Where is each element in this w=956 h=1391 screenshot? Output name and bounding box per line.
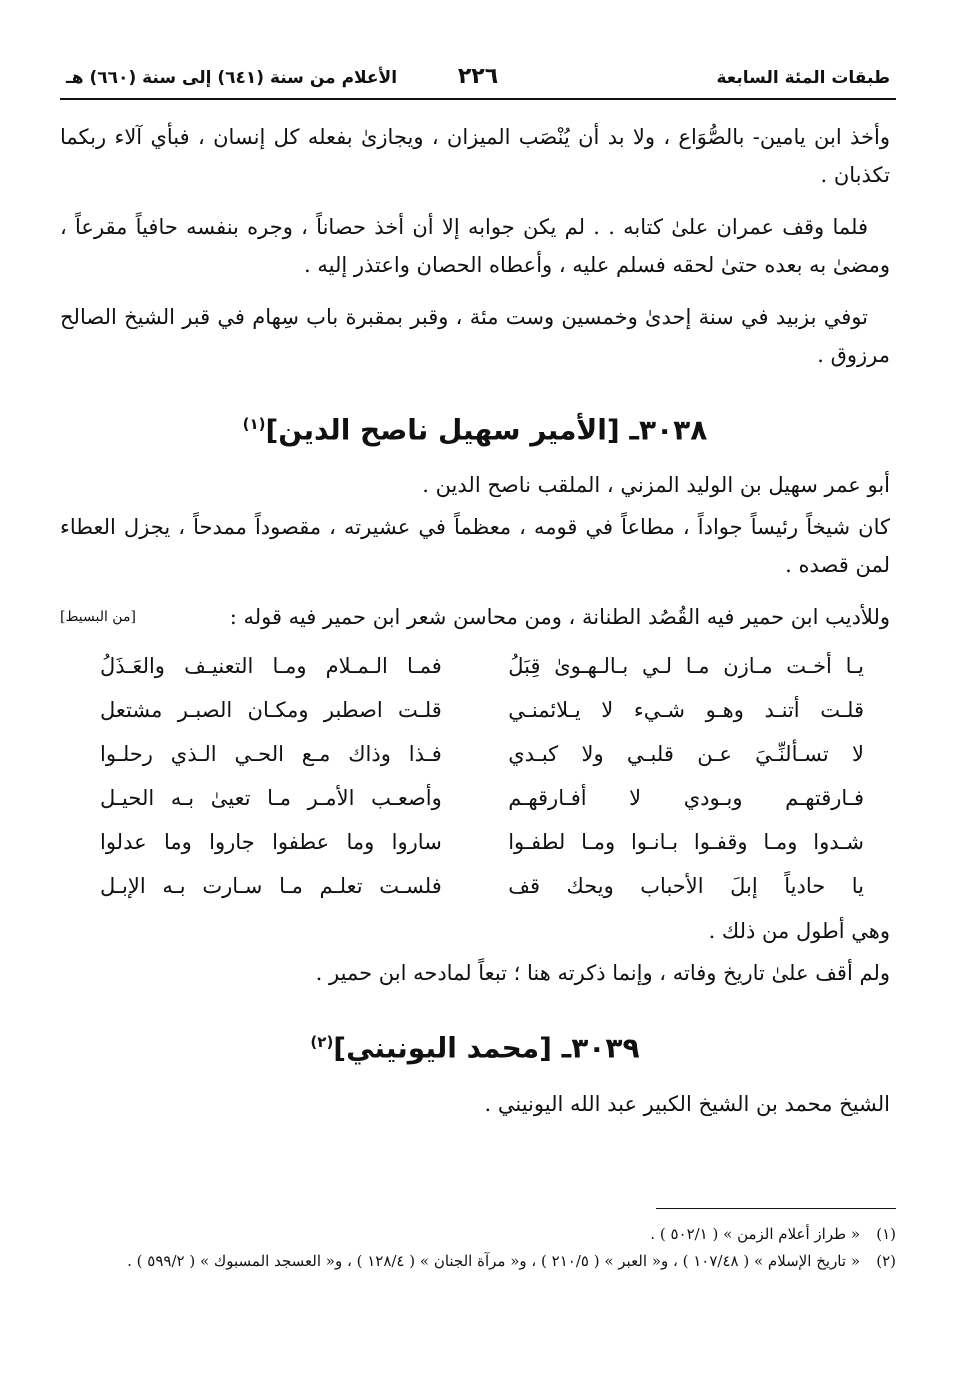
poem-hemistich-second: وأصعـب الأمـر مـا تعيىٰ بـه الحيـل	[100, 786, 442, 811]
poem-meter: [من البسيط]	[60, 609, 136, 626]
poem-hemistich-second: ساروا وما عطفوا جاروا وما عدلوا	[100, 830, 442, 855]
paragraph: توفي بزبيد في سنة إحدىٰ وخمسين وست مئة ، وقبر بمقبرة باب سِهام في قبر الشيخ الصالح مرزوق .	[60, 305, 890, 367]
entry-title-3039	[60, 1020, 890, 1070]
footnote-marker: (٢)	[310, 1033, 334, 1052]
poem-hemistich-second: فمـا الـمـلام ومـا التعنيـف والعَـذَلُ	[100, 654, 442, 679]
paragraph: فلما وقف عمران علىٰ كتابه . . لم يكن جوابه إلا أن أخذ حصاناً ، وجره بنفسه حافياً مقرعاً ، ومضىٰ به بعده حتىٰ لحقه فسلم عليه ، وأعطاه الحصان واعتذر إليه .	[60, 215, 890, 277]
main-text	[60, 118, 890, 1137]
poem-verse	[60, 864, 890, 908]
poem-intro	[60, 598, 890, 636]
poem-verse	[60, 820, 890, 864]
poem-intro-text: وللأديب ابن حمير فيه القُصُد الطنانة ، ومن محاسن شعر ابن حمير فيه قوله :	[229, 605, 890, 630]
running-header	[60, 62, 896, 100]
poem-hemistich-first: شـدوا ومـا وقفـوا بـانـوا ومـا لطفـوا	[508, 830, 864, 855]
poem-hemistich-second: فـذا وذاك مـع الحـي الـذي رحلـوا	[100, 742, 442, 767]
footnote-marker: (١)	[242, 415, 266, 433]
poem-verse	[60, 732, 890, 776]
entry-title-text: ٣٠٣٩ـ [محمد اليونيني]	[333, 1031, 640, 1065]
footnote-number: (٢)	[876, 1252, 896, 1270]
paragraph: أبو عمر سهيل بن الوليد المزني ، الملقب ناصح الدين .	[422, 473, 890, 498]
poem-hemistich-second: فلسـت تعلـم مـا سـارت بـه الإبـل	[100, 874, 442, 899]
footnote	[60, 1221, 896, 1248]
poem-verse	[60, 776, 890, 820]
footnote-text: « تاريخ الإسلام » ( ١٠٧/٤٨ ) ، و« العبر » ( ٢١٠/٥ ) ، و« مرآة الجنان » ( ١٢٨/٤ ) ، و« العسجد المسبوك » ( ٥٩٩/٢ ) .	[127, 1252, 860, 1270]
footnote-text: « طراز أعلام الزمن » ( ٥٠٢/١ ) .	[650, 1225, 860, 1243]
footnote	[60, 1248, 896, 1275]
header-book-title: الأعلام من سنة (٦٤١) إلى سنة (٦٦٠) هـ	[66, 68, 398, 88]
poem	[60, 644, 890, 908]
poem-hemistich-first: فـارقتهـم وبـودي لا أفـارقهـم	[508, 786, 864, 811]
paragraph: وهي أطول من ذلك .	[708, 919, 890, 944]
paragraph: كان شيخاً رئيساً جواداً ، مطاعاً في قومه ، معظماً في عشيرته ، مقصوداً ممدحاً ، يجزل العطاء لمن قصده .	[60, 515, 890, 578]
paragraph: الشيخ محمد بن الشيخ الكبير عبد الله اليونيني .	[484, 1091, 890, 1116]
poem-hemistich-first: لا تسـألنِّـيَ عـن قلبـي ولا كبـدي	[508, 742, 864, 767]
page-number: ٢٢٦	[457, 64, 499, 89]
poem-verse	[60, 644, 890, 688]
poem-hemistich-first: يـا أخـت مـازن مـا لـي بـالـهـوىٰ قِبَلُ	[508, 654, 864, 679]
poem-verse	[60, 688, 890, 732]
footnote-number: (١)	[876, 1225, 896, 1243]
entry-title-3038	[60, 402, 890, 452]
footnotes	[60, 1208, 896, 1275]
header-section-title: طبقات المئة السابعة	[716, 68, 890, 88]
poem-hemistich-second: قلـت اصطبر ومكـان الصبـر مشتعل	[100, 698, 442, 723]
poem-hemistich-first: قلـت أتنـد وهـو شـيء لا يـلائمنـي	[508, 698, 864, 723]
paragraph: وأخذ ابن يامين- بالصُّوَاع ، ولا بد أن يُنْصَب الميزان ، ويجازىٰ بفعله كل إنسان ، فبأي آلاء ربكما تكذبان .	[60, 125, 890, 187]
paragraph: ولم أقف علىٰ تاريخ وفاته ، وإنما ذكرته هنا ؛ تبعاً لمادحه ابن حمير .	[315, 961, 890, 986]
footnote-divider	[656, 1208, 896, 1209]
poem-hemistich-first: يا حادياً إبلَ الأحباب ويحك قف	[508, 874, 864, 899]
entry-title-text: ٣٠٣٨ـ [الأمير سهيل ناصح الدين]	[265, 413, 708, 447]
